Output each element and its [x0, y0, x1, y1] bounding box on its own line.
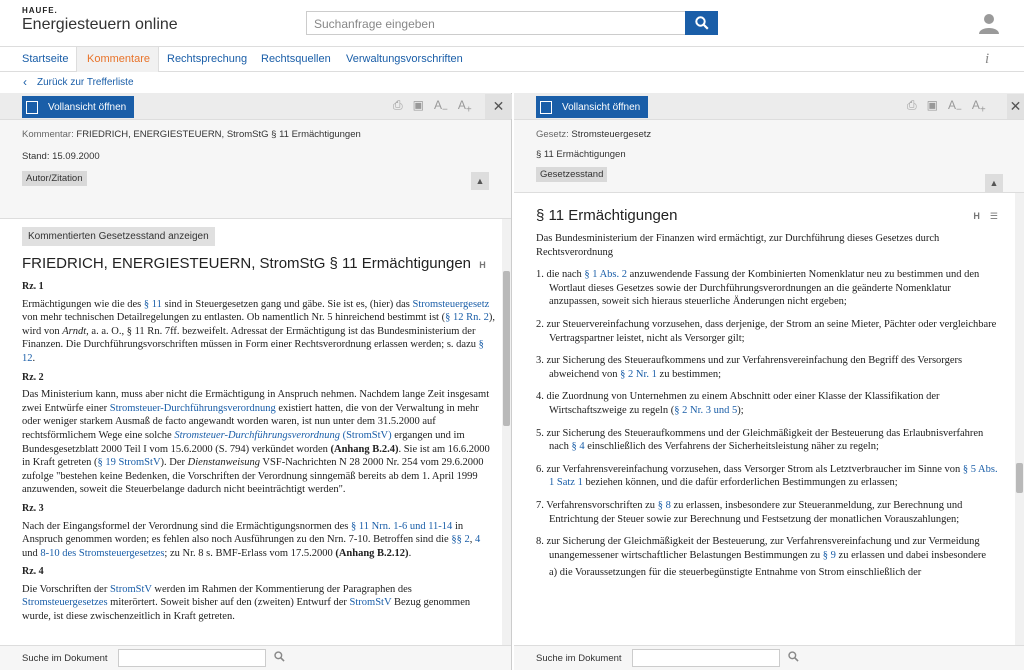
print-icon[interactable]: ⎙ — [907, 98, 917, 112]
meta-commentary — [22, 129, 361, 140]
meta-value: Stromsteuergesetz — [571, 129, 652, 140]
law-meta — [514, 120, 1024, 193]
link-paragraph[interactable]: §§ 2 — [451, 534, 470, 546]
font-decrease-icon[interactable]: $A_-$ — [433, 98, 448, 116]
author-citation-tag[interactable]: Autor/Zitation — [22, 171, 87, 186]
law-item-6: 6. zur Verfahrensvereinfachung vorzusehen, dass Versorger Strom als Letztverbraucher im Sinne von § 5 Abs. 1 Satz 1 beziehen können, und die dafür erforderlichen Bestimmungen zu erlassen; — [536, 463, 998, 489]
meta-law — [536, 129, 651, 140]
section-tools — [973, 211, 998, 222]
link-law[interactable]: Stromsteuergesetz — [412, 298, 490, 310]
paragraph-rz4: Die Vorschriften der StromStV werden im Rahmen der Kommentierung der Paragraphen des Stromsteuergesetzes miterörtert. Soweit bisher auf den (zweiten) Entwurf der StromStV Bezug genommen wurde, ist diese zwischenzeitlich in Kraft getreten. — [22, 583, 471, 623]
meta-label: Kommentar: — [22, 129, 74, 140]
toolbar-icons-left — [393, 98, 472, 115]
fullview-label: Vollansicht öffnen — [562, 101, 641, 113]
app-header — [0, 0, 1024, 46]
search-in-document-label: Suche im Dokument — [22, 653, 108, 664]
main-nav — [0, 46, 1024, 72]
font-increase-icon[interactable]: $A_+$ — [457, 98, 472, 116]
document-search-bar-right — [514, 645, 1024, 670]
close-icon[interactable]: ✕ — [485, 94, 512, 119]
document-title — [22, 255, 497, 272]
nav-item-startseite[interactable]: Startseite — [22, 53, 69, 65]
link-paragraph[interactable]: § 19 StromStV — [97, 457, 161, 469]
law-item-5: 5. zur Sicherung des Steueraufkommens und der Gleichmäßigkeit der Besteuerung das Erlaubnisverfahren nach § 4 einschließlich des Verfahrens der Sicherheitsleistung näher zu regeln; — [536, 427, 984, 453]
link-paragraph[interactable]: § 1 Abs. 2 — [584, 269, 627, 281]
law-item-8-sub-a: a) die Voraussetzungen für die steuerbegünstigte Entnahme von Strom einschließlich der — [549, 567, 922, 579]
save-icon[interactable]: ▣ — [412, 98, 424, 112]
search-button[interactable] — [685, 11, 718, 35]
back-to-results-link[interactable]: Zurück zur Trefferliste — [37, 77, 134, 88]
app-title[interactable]: Energiesteuern online — [22, 16, 178, 33]
menu-icon[interactable]: ☰ — [989, 211, 998, 221]
print-icon[interactable]: ⎙ — [393, 98, 403, 112]
document-search-input[interactable] — [118, 649, 266, 667]
paragraph-rz3: Nach der Eingangsformel der Verordnung sind die Ermächtigungsnormen des § 11 Nrn. 1-6 und 11-14 in Anspruch genommen worden; es fehlen also noch Ausführungen zu den Nrn. 7-10. Betroffen sind die §§ 2, 4 und 8-10 des Stromsteuergesetzes; zu Nr. 8 s. BMF-Erlass vom 17.5.2000 (Anhang B.2.12). — [22, 520, 481, 559]
link-regulation[interactable]: StromStV — [109, 583, 152, 595]
toolbar-icons-right — [907, 98, 986, 115]
paragraph-rz1: Ermächtigungen wie die des § 11 sind in Steuergesetzen gang und gäbe. Sie ist es, (hier) das Stromsteuergesetz von mehr technischen Detailregelungen zu entlasten. Ob namentlich Nr. 5 hinreichend bestimmt ist (§ 12 Rn. 2), wird von Arndt, a. a. O., § 11 Rn. 7ff. bezweifelt. Adressat der Ermächtigung ist das Bundesministerium der Finanzen. Die Durchführungsvorschriften müssen in Form einer Rechtsverordnung erlassen werden; s. dazu § 12. — [22, 298, 495, 364]
search-icon[interactable] — [788, 651, 799, 665]
meta-value: FRIEDRICH, ENERGIESTEUERN, StromStG § 11 Ermächtigungen — [76, 129, 361, 140]
commentary-panel — [0, 93, 512, 670]
link-paragraph[interactable]: § 8 — [657, 499, 671, 511]
link-paragraph[interactable]: § 11 Nrn. 1-6 und 11-14 — [351, 520, 453, 532]
commentary-toolbar — [0, 93, 511, 120]
rz-heading: Rz. 2 — [22, 371, 44, 383]
law-item-7: 7. Verfahrensvorschriften zu § 8 zu erlassen, insbesondere zur Steueranmeldung, zur Berechnung und Entrichtung der Steuer sowie zur Berechnung und Festsetzung der monatlichen Vorauszahlungen; — [536, 499, 963, 525]
show-law-version-button[interactable]: Kommentierten Gesetzesstand anzeigen — [22, 227, 215, 246]
meta-section: § 11 Ermächtigungen — [536, 149, 626, 160]
section-title — [536, 207, 998, 224]
fullview-button-right[interactable] — [536, 96, 648, 118]
link-paragraph[interactable]: § 11 — [143, 298, 162, 310]
law-item-1: 1. die nach § 1 Abs. 2 anzuwendende Fassung der Kombinierten Nomenklatur neu zu bestimmen und den Wortlaut dieses Gesetzes sowie der Durchführungsverordnungen an die geänderte Nomenklatur anzupassen, soweit sich hieraus steuerliche Änderungen nicht ergeben; — [536, 269, 980, 308]
close-icon[interactable]: ✕ — [1007, 94, 1024, 119]
link-paragraph[interactable]: § 9 — [822, 549, 836, 561]
law-item-3: 3. zur Sicherung des Steueraufkommens und zur Verfahrensvereinfachung den Begriff des Versorgers abweichend von § 2 Nr. 1 zu bestimmen; — [536, 355, 963, 380]
law-item-2: 2. zur Steuervereinfachung vorzusehen, dass derjenige, der Strom an seine Mieter, Pächter oder vergleichbare Vertragspartner leistet, nicht als Versorger gilt; — [536, 318, 997, 344]
commentary-meta — [0, 120, 511, 219]
scrollbar-right[interactable] — [1015, 193, 1024, 645]
commentary-content — [0, 219, 511, 645]
link-regulation[interactable]: (StromStV) — [342, 429, 392, 441]
document-title-text: FRIEDRICH, ENERGIESTEUERN, StromStG § 11 Ermächtigungen — [22, 255, 472, 272]
law-content — [514, 193, 1024, 645]
search-in-document-label: Suche im Dokument — [536, 653, 622, 664]
link-paragraph[interactable]: § 2 Nr. 1 — [620, 368, 657, 380]
heading-marker-icon[interactable]: H — [973, 211, 980, 221]
scrollbar-thumb[interactable] — [1016, 463, 1023, 493]
link-paragraph[interactable]: § 4 — [571, 441, 585, 453]
law-version-tag[interactable]: Gesetzesstand — [536, 167, 607, 182]
save-icon[interactable]: ▣ — [926, 98, 938, 112]
document-search-bar-left — [0, 645, 511, 670]
font-increase-icon[interactable]: $A_+$ — [971, 98, 986, 116]
law-panel — [514, 93, 1024, 670]
info-icon[interactable]: i — [985, 51, 990, 67]
nav-item-rechtsprechung[interactable]: Rechtsprechung — [167, 53, 248, 65]
search-icon — [695, 16, 709, 30]
scrollbar-left[interactable] — [502, 219, 511, 645]
law-item-4: 4. die Zuordnung von Unternehmen zu einem Abschnitt oder einer Klasse der Klassifikation der Wirtschaftszweige zu regeln (§ 2 Nr. 3 und 5); — [536, 391, 940, 416]
scrollbar-thumb[interactable] — [503, 271, 510, 426]
meta-stand: Stand: 15.09.2000 — [22, 151, 100, 162]
law-item-8: 8. zur Sicherung der Gleichmäßigkeit der Besteuerung, zur Verfahrensvereinfachung und zur Vermeidung unangemessener wirtschaftlicher Belastungen Bestimmungen zu § 9 zu erlassen und dabei insbesondere — [536, 536, 987, 561]
document-icon — [540, 101, 552, 114]
rz-heading: Rz. 1 — [22, 281, 44, 292]
nav-item-rechtsquellen[interactable]: Rechtsquellen — [261, 53, 331, 65]
link-paragraph[interactable]: 8-10 des Stromsteuergesetzes — [40, 547, 165, 559]
font-decrease-icon[interactable]: $A_-$ — [947, 98, 962, 116]
chevron-up-icon[interactable]: ▲ — [471, 172, 489, 190]
link-paragraph[interactable]: § 5 Abs. 1 Satz 1 — [549, 463, 998, 489]
law-toolbar — [514, 93, 1024, 120]
search-icon[interactable] — [274, 651, 285, 665]
meta-label: Gesetz: — [536, 129, 569, 140]
link-paragraph[interactable]: 4 — [474, 534, 481, 546]
link-paragraph[interactable]: § 12 — [22, 339, 484, 364]
link-regulation[interactable]: StromStV — [349, 597, 392, 609]
nav-item-kommentare[interactable]: Kommentare — [87, 53, 150, 65]
document-icon — [26, 101, 38, 114]
rz-heading: Rz. 4 — [22, 566, 44, 578]
link-law[interactable]: Stromsteuergesetzes — [22, 597, 108, 609]
link-regulation[interactable]: Stromsteuer-Durchführungsverordnung — [109, 402, 276, 414]
link-paragraph[interactable]: § 2 Nr. 3 und 5 — [674, 404, 738, 416]
law-intro: Das Bundesministerium der Finanzen wird ermächtigt, zur Durchführung dieses Gesetzes durch Rechtsverordnung — [536, 233, 940, 258]
chevron-left-icon[interactable]: ‹ — [23, 75, 27, 89]
fullview-label: Vollansicht öffnen — [48, 101, 127, 113]
chevron-up-icon[interactable]: ▲ — [985, 174, 1003, 192]
nav-item-verwaltungsvorschriften[interactable]: Verwaltungsvorschriften — [346, 53, 463, 65]
rz-heading: Rz. 3 — [22, 502, 44, 514]
heading-marker-icon[interactable]: H — [479, 260, 486, 270]
document-search-input[interactable] — [632, 649, 780, 667]
commentary-body — [22, 280, 497, 624]
link-regulation[interactable]: Stromsteuer-Durchführungsverordnung — [174, 429, 340, 441]
section-title-text: § 11 Ermächtigungen — [536, 207, 678, 224]
link-paragraph[interactable]: § 12 Rn. 2 — [445, 312, 489, 324]
user-icon[interactable] — [978, 12, 1000, 34]
search-input[interactable]: Suchanfrage eingeben — [306, 11, 686, 35]
brand-logo[interactable]: HAUFE. — [22, 6, 58, 15]
law-body — [536, 232, 998, 580]
back-bar — [0, 72, 1024, 93]
paragraph-rz2: Das Ministerium kann, muss aber nicht die Ermächtigung in Anspruch nehmen. Nachdem lange Zeit insgesamt zwei Entwürfe einer Stromsteuer-Durchführungsverordnung existiert hatten, die von der Verwaltung in mehr oder weniger starkem Ausmaß de facto angewandt worden waren, ist nun unter dem 31.5.2000 auf rechtsförmlichem Wege eine solche Stromsteuer-Durchführungsverordnung (StromStV) ergangen und im Bundesgesetzblatt 2000 Teil I vom 15.6.2000 (S. 794) verkündet worden (Anhang B.2.4). Sie ist am 16.6.2000 in Kraft getreten (§ 19 StromStV). Der Dienstanweisung VSF-Nachrichten N 28 2000 Nr. 254 vom 29.6.2000 zufolge "bestehen keine Bedenken, die Vorschriften der Verordnung sinngemäß bereits ab dem 1. April 1999 anzuwenden, soweit die Steuerbelange dadurch nicht beeinträchtigt werden". — [22, 389, 490, 496]
fullview-button-left[interactable] — [22, 96, 134, 118]
